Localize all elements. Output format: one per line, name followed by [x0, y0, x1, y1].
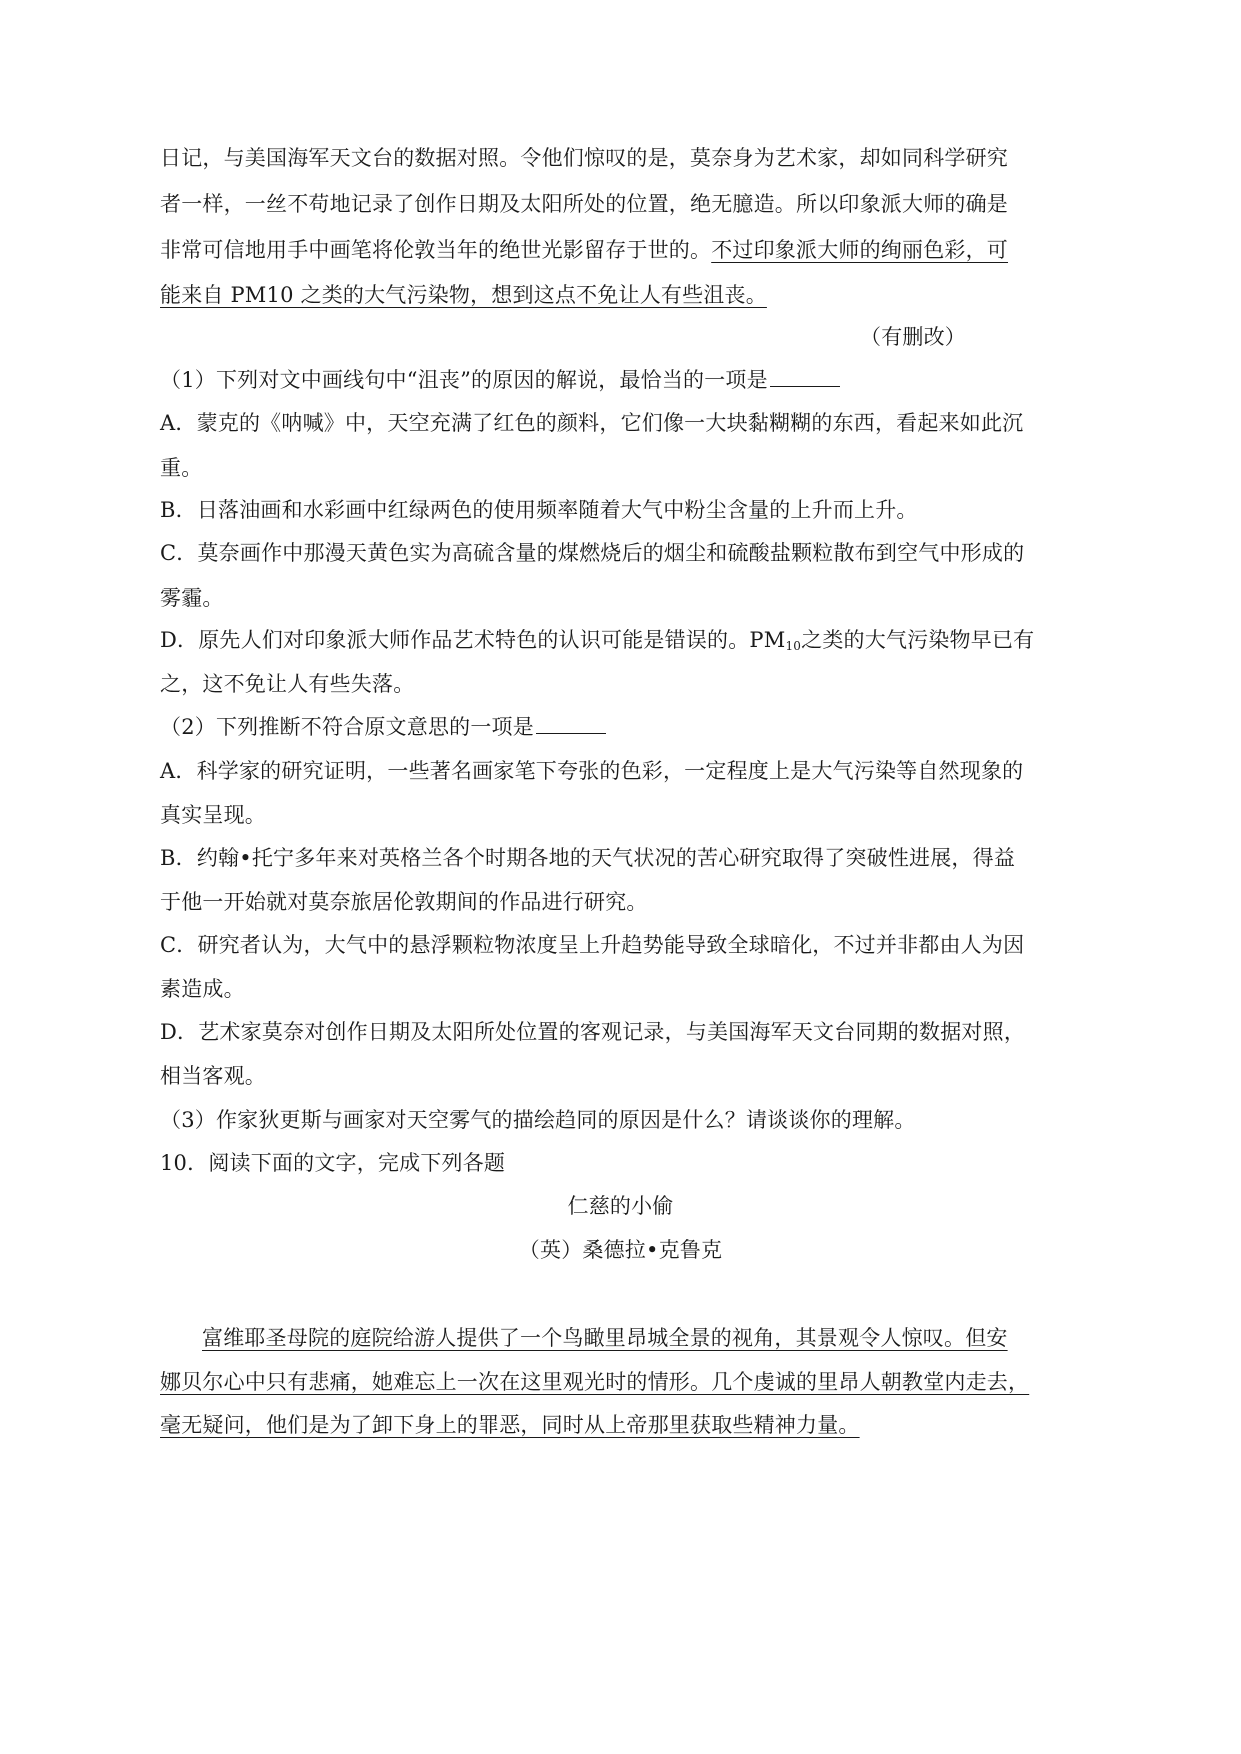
story-title: 仁慈的小偷 [567, 1194, 674, 1218]
pm-subscript: 10 [785, 639, 802, 653]
passage-line-3 [160, 236, 1008, 264]
story-paragraph-1-line-2: 娜贝尔心中只有悲痛，她难忘上一次在这里观光时的情形。几个虔诚的里昂人朝教堂内走去， [160, 1370, 1030, 1394]
story-paragraph-1-line-1: 富维耶圣母院的庭院给游人提供了一个鸟瞰里昂城全景的视角，其景观令人惊叹。但安 [202, 1326, 1008, 1350]
story-paragraph-1-line-3: 毫无疑问，他们是为了卸下身上的罪恶，同时从上帝那里获取些精神力量。 [160, 1413, 860, 1437]
passage-line-1: 日记，与美国海军天文台的数据对照。令他们惊叹的是，莫奈身为艺术家，却如同科学研究 [160, 146, 1008, 170]
option-2d-line-2: 相当客观。 [160, 1064, 266, 1088]
option-2b-line-2: 于他一开始就对莫奈旅居伦敦期间的作品进行研究。 [160, 890, 648, 914]
question-10-stem: 10．阅读下面的文字，完成下列各题 [160, 1151, 506, 1175]
option-2d-line-1: D．艺术家莫奈对创作日期及太阳所处位置的客观记录，与美国海军天文台同期的数据对照， [160, 1020, 1026, 1044]
option-1d-pre: D．原先人们对印象派大师作品艺术特色的认识可能是错误的。PM [160, 628, 786, 652]
option-2c-line-2: 素造成。 [160, 977, 245, 1001]
option-2b-line-1: B．约翰•托宁多年来对英格兰各个时期各地的天气状况的苦心研究取得了突破性进展，得益 [160, 846, 1016, 870]
option-2a-line-2: 真实呈现。 [160, 803, 266, 827]
option-2a-line-1: A．科学家的研究证明，一些著名画家笔下夸张的色彩，一定程度上是大气污染等自然现象的 [160, 759, 1024, 783]
question-2-text: （2）下列推断不符合原文意思的一项是 [160, 715, 534, 739]
option-1d-line-1 [160, 626, 1034, 660]
question-1-stem [160, 366, 840, 394]
passage-line-3-plain: 非常可信地用手中画笔将伦敦当年的绝世光影留存于世的。 [160, 238, 712, 262]
answer-blank [536, 713, 606, 734]
answer-blank [770, 366, 840, 387]
option-1b: B．日落油画和水彩画中红绿两色的使用频率随着大气中粉尘含量的上升而上升。 [160, 498, 918, 522]
option-1a-line-1: A．蒙克的《呐喊》中，天空充满了红色的颜料，它们像一大块黏糊糊的东西，看起来如此沉 [160, 411, 1024, 435]
question-3-stem: （3）作家狄更斯与画家对天空雾气的描绘趋同的原因是什么？请谈谈你的理解。 [160, 1108, 916, 1132]
underlined-sentence-part-1: 不过印象派大师的绚丽色彩，可 [711, 238, 1009, 262]
underlined-sentence-part-2: 能来自 PM10 之类的大气污染物，想到这点不免让人有些沮丧。 [160, 283, 767, 307]
story-author: （英）桑德拉•克鲁克 [518, 1238, 723, 1262]
option-1a-line-2: 重。 [160, 456, 203, 480]
option-1c-line-1: C．莫奈画作中那漫天黄色实为高硫含量的煤燃烧后的烟尘和硫酸盐颗粒散布到空气中形成的 [160, 541, 1025, 565]
option-2c-line-1: C．研究者认为，大气中的悬浮颗粒物浓度呈上升趋势能导致全球暗化，不过并非都由人为因 [160, 933, 1025, 957]
option-1d-line-2: 之，这不免让人有些失落。 [160, 672, 415, 696]
option-1d-post: 之类的大气污染物早已有 [801, 628, 1035, 652]
question-1-text: （1）下列对文中画线句中“沮丧”的原因的解说，最恰当的一项是 [160, 368, 768, 392]
option-1c-line-2: 雾霾。 [160, 586, 224, 610]
question-2-stem [160, 713, 606, 741]
passage-line-2: 者一样，一丝不苟地记录了创作日期及太阳所处的位置，绝无臆造。所以印象派大师的确是 [160, 192, 1008, 216]
edit-note: （有删改） [860, 325, 966, 349]
